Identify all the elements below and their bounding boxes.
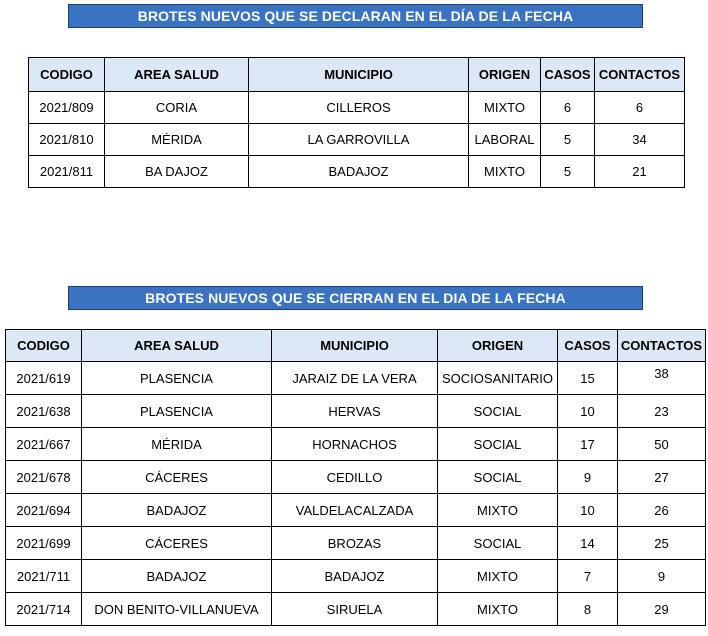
cell-municipio: VALDELACALZADA [272, 494, 438, 527]
header-codigo: CODIGO [29, 58, 105, 92]
header-codigo: CODIGO [6, 330, 82, 362]
table-row [6, 527, 706, 560]
closed-outbreaks-table [5, 329, 706, 626]
declared-outbreaks-table [28, 57, 685, 188]
cell-area-salud: CORIA [105, 92, 249, 124]
cell-municipio: BROZAS [272, 527, 438, 560]
table-header-row [6, 330, 706, 362]
table-row [6, 560, 706, 593]
cell-origen: MIXTO [438, 494, 558, 527]
declared-outbreaks-title: BROTES NUEVOS QUE SE DECLARAN EN EL DÍA DE LA FECHA [68, 4, 643, 28]
cell-municipio: SIRUELA [272, 593, 438, 626]
cell-contactos: 9 [618, 560, 706, 593]
cell-area-salud: CÁCERES [82, 461, 272, 494]
table-row [6, 461, 706, 494]
cell-contactos: 50 [618, 428, 706, 461]
table-row [29, 92, 685, 124]
header-area-salud: AREA SALUD [82, 330, 272, 362]
cell-area-salud: MÉRIDA [82, 428, 272, 461]
cell-codigo: 2021/694 [6, 494, 82, 527]
cell-casos: 8 [558, 593, 618, 626]
table-row [6, 494, 706, 527]
header-casos: CASOS [541, 58, 595, 92]
cell-origen: SOCIAL [438, 395, 558, 428]
cell-area-salud: BADAJOZ [82, 560, 272, 593]
cell-contactos: 26 [618, 494, 706, 527]
cell-origen: LABORAL [469, 124, 541, 156]
cell-area-salud: PLASENCIA [82, 362, 272, 395]
table-row [29, 124, 685, 156]
header-casos: CASOS [558, 330, 618, 362]
cell-origen: SOCIAL [438, 461, 558, 494]
closed-outbreaks-title: BROTES NUEVOS QUE SE CIERRAN EN EL DIA DE LA FECHA [68, 286, 643, 310]
cell-area-salud: BADAJOZ [82, 494, 272, 527]
cell-codigo: 2021/711 [6, 560, 82, 593]
cell-origen: SOCIAL [438, 527, 558, 560]
cell-codigo: 2021/810 [29, 124, 105, 156]
cell-origen: MIXTO [438, 593, 558, 626]
header-contactos: CONTACTOS [618, 330, 706, 362]
cell-casos: 5 [541, 156, 595, 188]
cell-casos: 14 [558, 527, 618, 560]
cell-area-salud: PLASENCIA [82, 395, 272, 428]
table-header-row [29, 58, 685, 92]
header-area-salud: AREA SALUD [105, 58, 249, 92]
cell-area-salud: BA DAJOZ [105, 156, 249, 188]
table-row [6, 593, 706, 626]
header-municipio: MUNICIPIO [249, 58, 469, 92]
table-row [6, 362, 706, 395]
cell-codigo: 2021/809 [29, 92, 105, 124]
cell-codigo: 2021/638 [6, 395, 82, 428]
cell-casos: 10 [558, 395, 618, 428]
cell-codigo: 2021/619 [6, 362, 82, 395]
cell-codigo: 2021/714 [6, 593, 82, 626]
cell-casos: 9 [558, 461, 618, 494]
header-municipio: MUNICIPIO [272, 330, 438, 362]
cell-origen: MIXTO [438, 560, 558, 593]
cell-codigo: 2021/667 [6, 428, 82, 461]
cell-area-salud: CÁCERES [82, 527, 272, 560]
cell-contactos: 29 [618, 593, 706, 626]
cell-casos: 6 [541, 92, 595, 124]
table-row [29, 156, 685, 188]
cell-municipio: CEDILLO [272, 461, 438, 494]
cell-codigo: 2021/811 [29, 156, 105, 188]
cell-contactos: 34 [595, 124, 685, 156]
table-row [6, 395, 706, 428]
cell-contactos: 38 [618, 362, 706, 395]
cell-casos: 15 [558, 362, 618, 395]
cell-casos: 10 [558, 494, 618, 527]
cell-origen: SOCIOSANITARIO [438, 362, 558, 395]
cell-municipio: JARAIZ DE LA VERA [272, 362, 438, 395]
cell-codigo: 2021/699 [6, 527, 82, 560]
cell-municipio: HORNACHOS [272, 428, 438, 461]
cell-casos: 5 [541, 124, 595, 156]
cell-contactos: 6 [595, 92, 685, 124]
header-origen: ORIGEN [438, 330, 558, 362]
cell-municipio: HERVAS [272, 395, 438, 428]
cell-origen: MIXTO [469, 92, 541, 124]
cell-municipio: CILLEROS [249, 92, 469, 124]
cell-contactos: 27 [618, 461, 706, 494]
cell-contactos: 21 [595, 156, 685, 188]
cell-area-salud: DON BENITO-VILLANUEVA [82, 593, 272, 626]
cell-municipio: LA GARROVILLA [249, 124, 469, 156]
cell-codigo: 2021/678 [6, 461, 82, 494]
header-contactos: CONTACTOS [595, 58, 685, 92]
cell-casos: 7 [558, 560, 618, 593]
table-row [6, 428, 706, 461]
cell-origen: SOCIAL [438, 428, 558, 461]
cell-municipio: BADAJOZ [272, 560, 438, 593]
cell-contactos: 23 [618, 395, 706, 428]
cell-municipio: BADAJOZ [249, 156, 469, 188]
cell-casos: 17 [558, 428, 618, 461]
cell-area-salud: MÉRIDA [105, 124, 249, 156]
header-origen: ORIGEN [469, 58, 541, 92]
cell-contactos: 25 [618, 527, 706, 560]
cell-origen: MIXTO [469, 156, 541, 188]
